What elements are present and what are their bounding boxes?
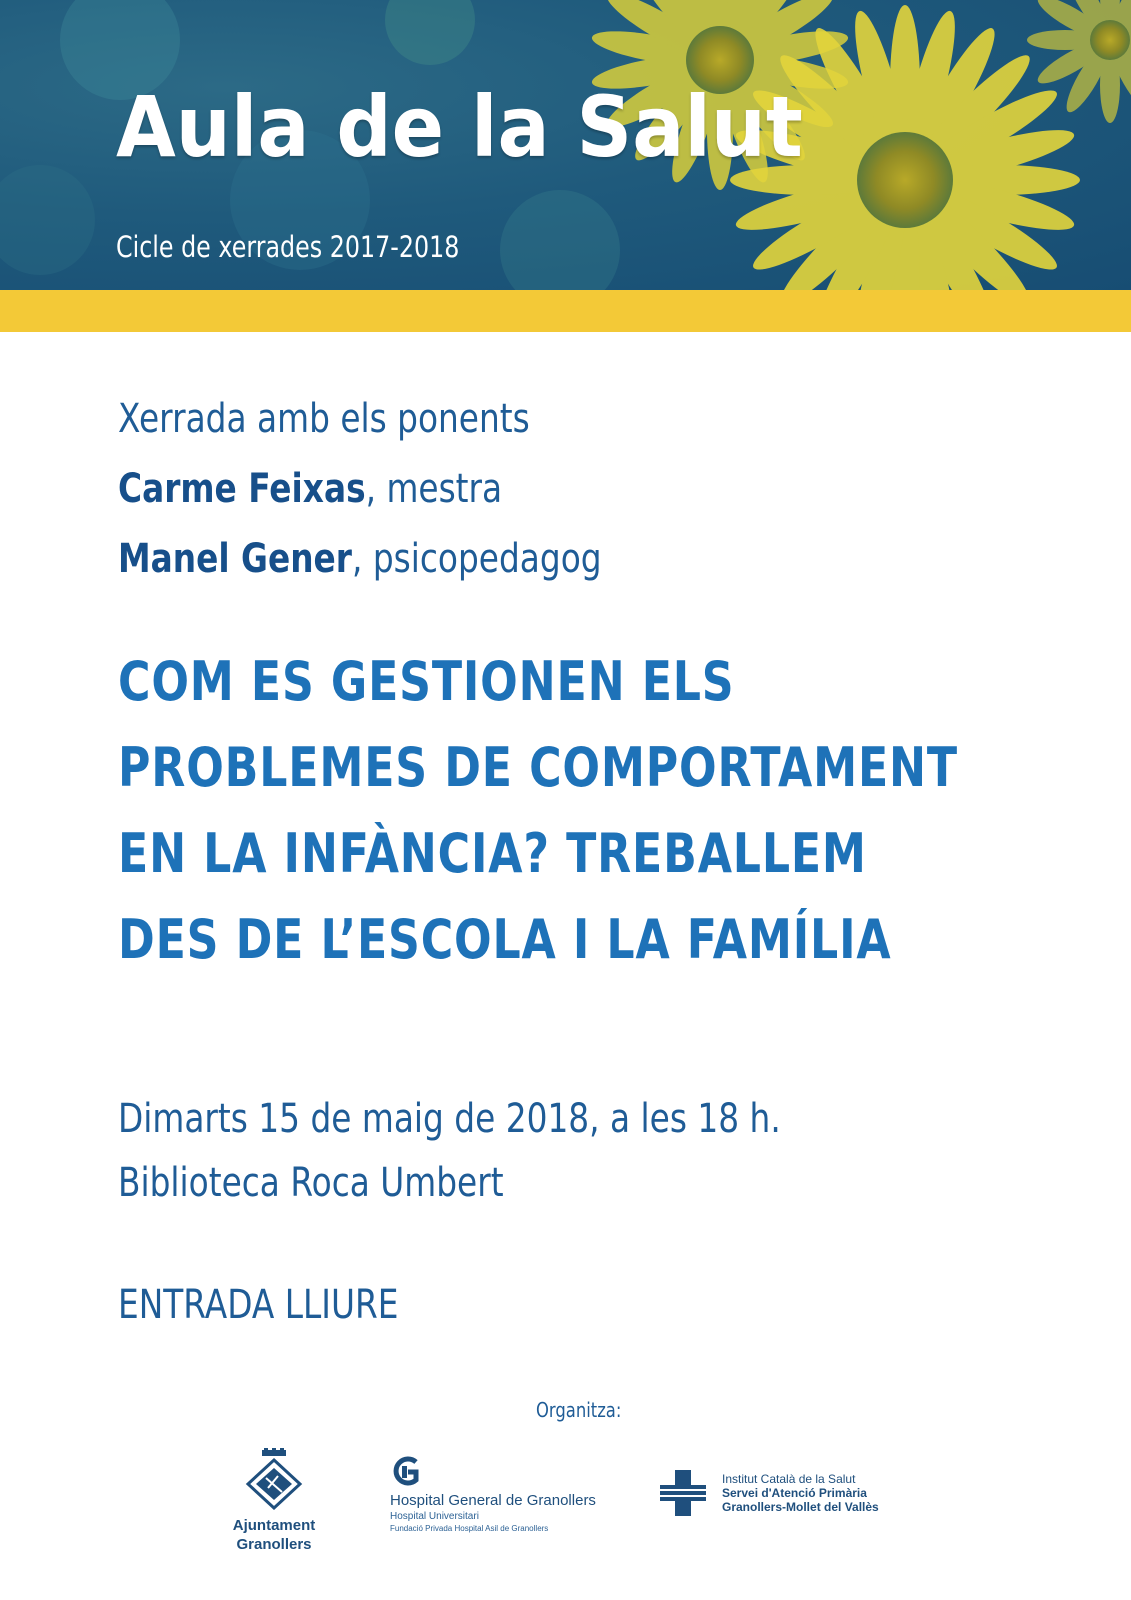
banner-title: Aula de la Salut — [116, 78, 803, 176]
hospital-subtitle: Hospital Universitari — [390, 1511, 479, 1522]
header-banner — [0, 0, 1131, 290]
speaker-name: Manel Gener — [118, 536, 352, 582]
coat-of-arms-icon — [244, 1448, 304, 1510]
ics-line-3: Granollers-Mollet del Vallès — [722, 1500, 879, 1514]
ajuntament-granollers-logo — [222, 1448, 326, 1554]
ajuntament-line-2: Granollers — [236, 1536, 312, 1553]
ics-line-1: Institut Català de la Salut — [722, 1472, 856, 1486]
ajuntament-line-1: Ajuntament — [232, 1517, 316, 1534]
talk-title-line: COM ES GESTIONEN ELS — [118, 650, 735, 713]
ics-line-2: Servei d'Atenció Primària — [722, 1486, 867, 1500]
speaker-line — [118, 466, 502, 512]
hospital-name: Hospital General de Granollers — [390, 1492, 596, 1509]
yellow-divider-band — [0, 290, 1131, 332]
ics-text — [722, 1472, 879, 1514]
hospital-granollers-logo — [390, 1456, 650, 1534]
organizer-label: Organitza: — [536, 1398, 622, 1422]
banner-subtitle: Cicle de xerrades 2017-2018 — [116, 230, 460, 264]
entry-notice: ENTRADA LLIURE — [118, 1282, 399, 1328]
speaker-role: , psicopedagog — [351, 536, 602, 582]
speaker-name: Carme Feixas — [118, 466, 366, 512]
hospital-g-icon — [390, 1456, 424, 1486]
speaker-role: , mestra — [365, 466, 503, 512]
speakers-intro: Xerrada amb els ponents — [118, 396, 530, 442]
hospital-foundation: Fundació Privada Hospital Asil de Granollers — [390, 1524, 549, 1533]
event-place: Biblioteca Roca Umbert — [118, 1160, 504, 1206]
talk-title-line: DES DE L’ESCOLA I LA FAMÍLIA — [118, 908, 892, 971]
talk-title-line: EN LA INFÀNCIA? TREBALLEM — [118, 822, 867, 885]
speaker-line — [118, 536, 602, 582]
talk-title-line: PROBLEMES DE COMPORTAMENT — [118, 736, 958, 799]
ics-cross-icon — [660, 1470, 706, 1516]
event-date: Dimarts 15 de maig de 2018, a les 18 h. — [118, 1096, 781, 1142]
